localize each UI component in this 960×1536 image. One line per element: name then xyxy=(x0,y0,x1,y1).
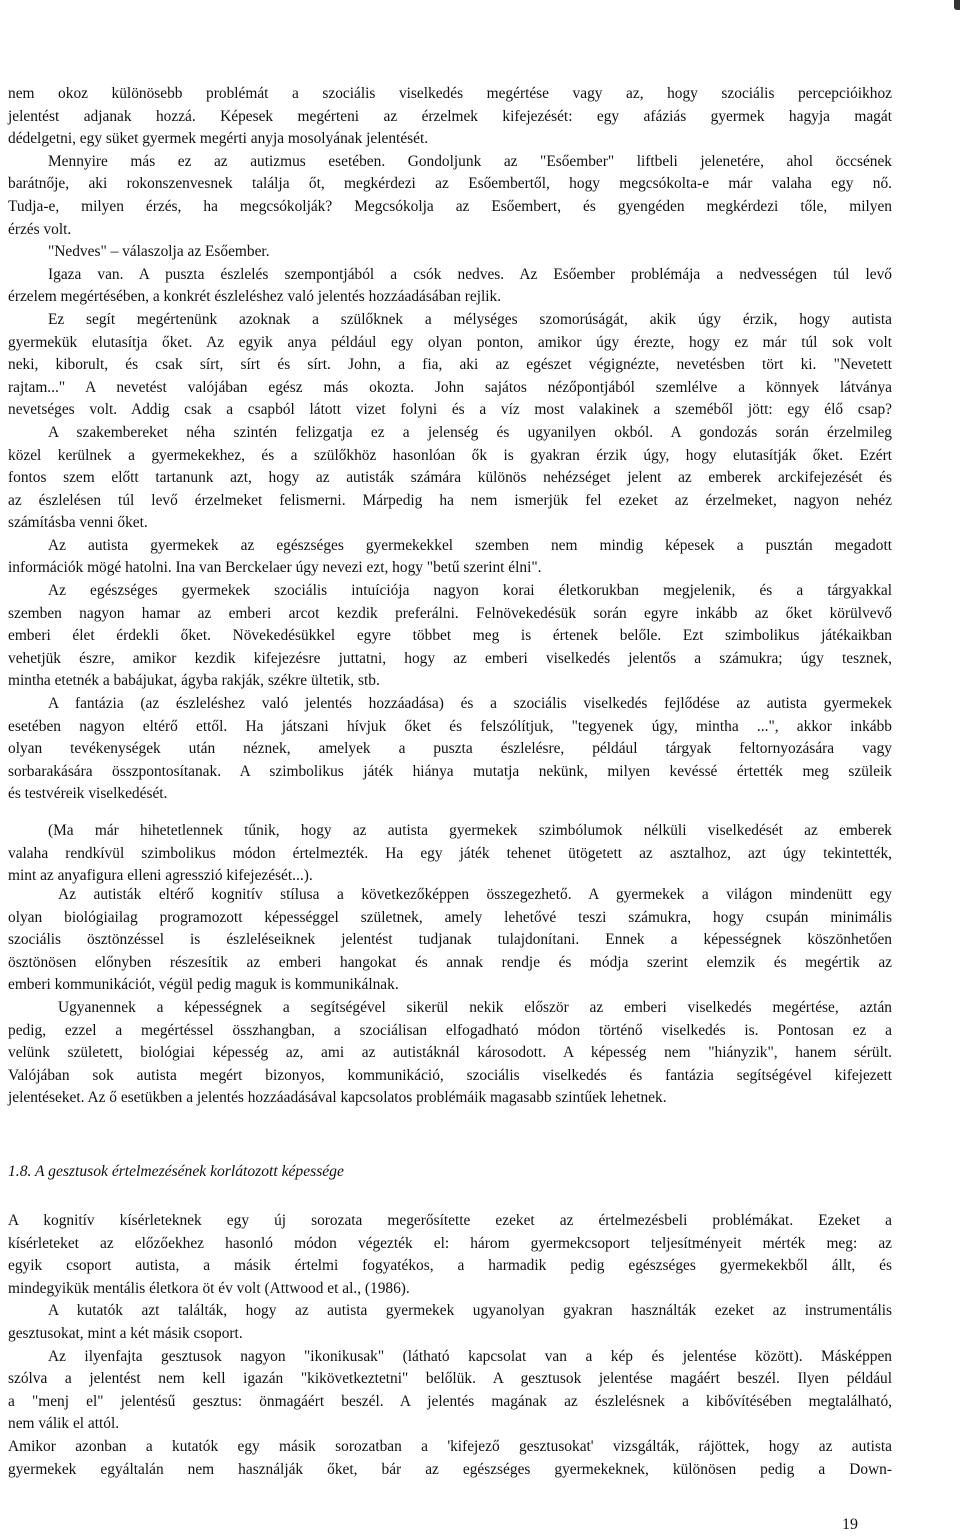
body-text-top xyxy=(8,83,892,806)
text-line: mint az anyafigura elleni agresszió kifejezését...). xyxy=(8,867,313,885)
text-line: fontos szem előtt tartanunk azt, hogy az autisták számára különös nehézséget jelent az emberek arckifejezését és xyxy=(8,469,892,487)
text-line: emberi élet érdekli őket. Növekedésükkel egyre többet meg is értenek belőle. Ezt szimbolikus játékaikban xyxy=(8,627,892,645)
text-line: valaha rendkívül szimbolikus módon értelmezték. Ha egy játék tehenet ütögetett az asztalhoz, azt úgy tekintették, xyxy=(8,844,892,862)
body-text-cognitive xyxy=(8,884,892,1110)
text-line: A kognitív kísérleteknek egy új sorozata megerősítette ezeket az értelmezésbeli problémákat. Ezeket a xyxy=(8,1212,892,1229)
text-line: Az egészséges gyermekek szociális intuíciója nagyon korai életkorukban megjelenik, és a tárgyakkal xyxy=(48,582,892,600)
text-line: Igaza van. A puszta észlelés szempontjából a csók nedves. Az Esőember problémája a nedvességen túl levő xyxy=(48,265,892,283)
text-line: kísérleteket az előzőekhez hasonló módon végezték el: három gyermekcsoport teljesítményeit mérték meg: az xyxy=(8,1234,892,1252)
text-line: Amikor azonban a kutatók egy másik sorozatban a 'kifejező gesztusokat' vizsgálták, rájöttek, hogy az autista xyxy=(8,1437,892,1455)
text-line: A szakembereket néha szintén felizgatja ez a jelenség és ugyanilyen okból. A gondozás során érzelmileg xyxy=(48,423,892,441)
text-line: Mennyire más ez az autizmus esetében. Gondoljunk az "Esőember" liftbeli jelenetére, ahol öccsének xyxy=(48,152,892,170)
text-line: érzés volt. xyxy=(8,220,72,238)
body-text-aside xyxy=(8,820,892,888)
text-line: Ez segít megértenünk azoknak a szülőknek a mélységes szomorúságát, akik úgy érzik, hogy autista xyxy=(48,310,892,328)
text-line: és testvéreik viselkedését. xyxy=(8,785,168,803)
text-line: jelentést adjanak hozzá. Képesek megérteni az érzelmek kifejezését: egy afáziás gyermek hagyja magát xyxy=(8,107,892,125)
text-line: A fantázia (az észleléshez való jelentés hozzáadása) és a szociális viselkedés fejlődése az autista gyermekek xyxy=(48,695,892,713)
text-line: szemben nagyon hamar az emberi arcot kezdik preferálni. Felnövekedésük során egyre inkább az őket körülvevő xyxy=(8,604,892,622)
text-line: Valójában sok autista megért bizonyos, kommunikáció, szociális viselkedés és fantázia segítségével kifejezett xyxy=(8,1066,892,1084)
text-line: neki, kiborult, és csak sírt, sírt és sírt. John, a fia, aki az egészet végignézte, nevetésben tört ki. "Nevetett xyxy=(8,356,892,374)
text-line: nem válik el attól. xyxy=(8,1415,120,1433)
text-line: (Ma már hihetetlennek tűnik, hogy az autista gyermekek szimbólumok nélküli viselkedését az emberek xyxy=(48,822,892,839)
text-line: esetében nagyon eltérő ettől. Ha játszani hívjuk őket és felszólítjuk, "tegyenek úgy, mintha ...", akkor inkább xyxy=(8,717,892,735)
text-line: érzelem megértésében, a konkrét észleléshez való jelentés hozzáadásában rejlik. xyxy=(8,288,502,306)
text-line: olyan tevékenységek után néznek, amelyek a puszta észlelésre, például tárgyak feltornyozására vagy xyxy=(8,740,892,758)
text-line: sorbarakására összpontosítanak. A szimbolikus játék hiánya mutatja nekünk, milyen kevéssé értették meg szüleik xyxy=(8,762,892,780)
page-number: 19 xyxy=(842,1516,858,1533)
text-line: közel kerülnek a gyermekekhez, és a szülőkhöz hasonlóan ők is gyakran érzik úgy, hogy elutasítják őket. Ezért xyxy=(8,446,892,464)
text-line: nevetséges volt. Addig csak a csapból látott vizet folyni és a víz most valakinek a szeméből jött: egy élő csap? xyxy=(8,401,892,419)
body-text-bottom xyxy=(8,1210,892,1481)
text-line: mindegyikük mentális életkora öt év volt (Attwood et al., (1986). xyxy=(8,1279,410,1297)
text-line: velünk született, biológiai képesség az, ami az autistáknál károsodott. A képesség nem "hiányzik", hanem sérült. xyxy=(8,1044,892,1062)
text-line: dédelgetni, egy süket gyermek megérti anyja mosolyának jelentését. xyxy=(8,130,429,148)
section-heading: 1.8. A gesztusok értelmezésének korlátozott képessége xyxy=(8,1163,344,1180)
text-line: Az autista gyermekek az egészséges gyermekekkel szemben nem mindig képesek a pusztán megadott xyxy=(48,536,892,554)
text-line: számításba venni őket. xyxy=(8,514,148,532)
text-line: szólva a jelentést nem kell igazán "kikövetkeztetni" belőlük. A gesztusok jelentése magáért beszél. Ilyen például xyxy=(8,1370,892,1388)
text-line: ösztönösen előnyben részesítik az emberi hangokat és annak rendje és módja szerint elemzik és megértik az xyxy=(8,953,892,971)
text-line: "Nedves" – válaszolja az Esőember. xyxy=(48,243,270,261)
text-line: információk mögé hatolni. Ina van Berckelaer úgy nevezi ezt, hogy "betű szerint élni". xyxy=(8,559,542,577)
text-line: gyermekük elutasítja őket. Az egyik anya például egy olyan ponton, amikor úgy érezte, hogy ez már túl sok volt xyxy=(8,333,892,351)
text-line: az észlelésen túl levő érzelmeket felismerni. Márpedig ha nem ismerjük fel ezeket az érzelmeket, nagyon nehéz xyxy=(8,491,892,509)
text-line: szociális ösztönzéssel is észleléseiknek jelentést tudjanak tulajdonítani. Ennek a képességnek köszönhetően xyxy=(8,931,892,949)
text-line: Ugyanennek a képességnek a segítségével sikerül nekik először az emberi viselkedés megértése, aztán xyxy=(58,998,892,1016)
text-line: barátnője, aki rokonszenvesnek találja őt, megkérdezi az Esőembertől, hogy megcsókolta-e már valaha egy nő. xyxy=(8,175,892,193)
text-line: pedig, ezzel a megértéssel összhangban, a szociálisan elfogadható módon történő viselkedés is. Pontosan ez a xyxy=(8,1021,892,1039)
text-line: mintha etetnék a babájukat, ágyba rakják, székre ültetik, stb. xyxy=(8,672,380,690)
text-line: nem okoz különösebb problémát a szociális viselkedés megértése vagy az, hogy szociális percepcióikhoz xyxy=(8,85,892,102)
text-line: rajtam..." A nevetést valójában egész más okozta. John sajátos nézőpontjából szemlélve a könnyek látványa xyxy=(8,378,892,396)
text-line: Tudja-e, milyen érzés, ha megcsókolják? Megcsókolja az Esőembert, és gyengéden megkérdezi tőle, milyen xyxy=(8,197,892,215)
text-line: A kutatók azt találták, hogy az autista gyermekek ugyanolyan gyakran használták ezeket az instrumentális xyxy=(48,1302,892,1320)
text-line: emberi kommunikációt, végül pedig maguk is kommunikálnak. xyxy=(8,976,399,994)
text-line: gesztusokat, mint a két másik csoport. xyxy=(8,1324,243,1342)
text-line: egyik csoport autista, a másik értelmi fogyatékos, a harmadik pedig egészséges gyermekekből állt, és xyxy=(8,1257,892,1275)
text-line: Az ilyenfajta gesztusok nagyon "ikonikusak" (látható kapcsolat van a kép és jelentése között). Másképpen xyxy=(48,1347,892,1365)
text-line: gyermekek egyáltalán nem használják őket, bár az egészséges gyermekeknek, különösen pedig a Down- xyxy=(8,1460,892,1478)
text-line: jelentéseket. Az ő esetükben a jelentés hozzáadásával kapcsolatos problémáik magasabb szintűek lehetnek. xyxy=(8,1089,667,1107)
text-line: vehetjük észre, amikor kezdik kifejezésre juttatni, hogy az emberi viselkedés jelentős a számukra; úgy tesznek, xyxy=(8,649,892,667)
scan-corner-mark xyxy=(954,0,960,10)
text-line: a "menj el" jelentésű gesztus: önmagáért beszél. A jelentés magának az észlelésnek a kibővítésében megtalálható, xyxy=(8,1392,892,1410)
text-line: Az autisták eltérő kognitív stílusa a következőképpen összegezhető. A gyermekek a világon mindenütt egy xyxy=(58,886,892,903)
text-line: olyan biológiailag programozott képességgel születnek, amely lehetővé teszi számukra, hogy csupán minimális xyxy=(8,908,892,926)
